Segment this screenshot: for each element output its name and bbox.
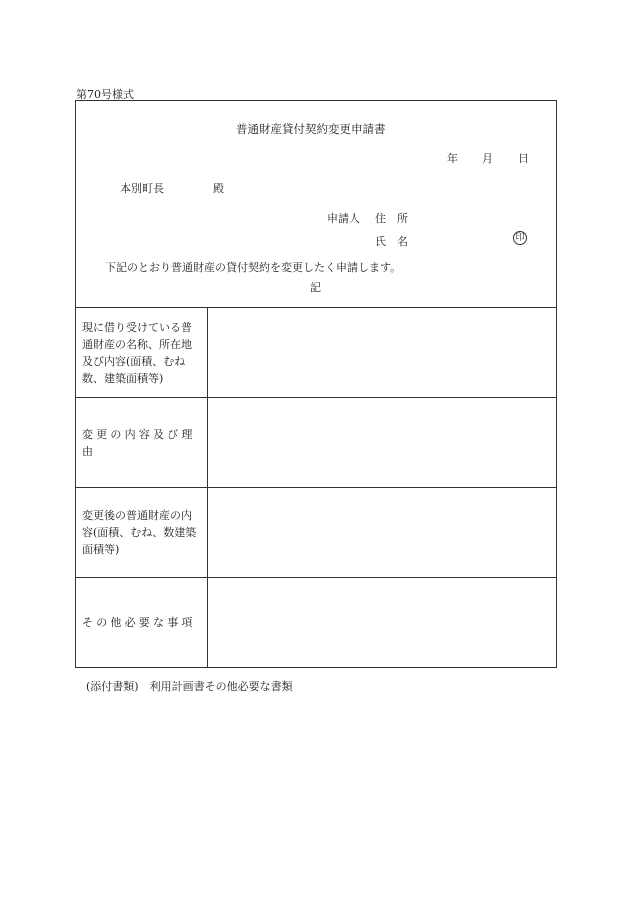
row-value-current-property[interactable] bbox=[208, 308, 556, 397]
row-label-other-matters: その他必要な事項 bbox=[76, 578, 208, 667]
application-form bbox=[75, 100, 557, 668]
ki-label: 記 bbox=[310, 281, 321, 294]
applicant-label: 申請人 bbox=[327, 212, 360, 225]
form-title: 普通財産貸付契約変更申請書 bbox=[236, 122, 386, 136]
table-row bbox=[76, 488, 556, 578]
row-value-change-reason[interactable] bbox=[208, 398, 556, 487]
seal-mark: 印 bbox=[513, 231, 527, 245]
attachments-note: (添付書類) 利用計画書その他必要な書類 bbox=[86, 680, 293, 693]
table-row bbox=[76, 578, 556, 667]
date-month-label: 月 bbox=[482, 152, 493, 165]
table-row bbox=[76, 308, 556, 398]
form-number: 第70号様式 bbox=[76, 88, 134, 101]
address-label: 住 所 bbox=[375, 212, 408, 225]
row-label-current-property: 現に借り受けている普通財産の名称、所在地及び内容(面積、むね数、建築面積等) bbox=[76, 308, 208, 397]
addressee: 本別町長 bbox=[120, 182, 164, 195]
row-label-change-reason: 変更の内容及び理由 bbox=[76, 398, 208, 487]
row-value-other-matters[interactable] bbox=[208, 578, 556, 667]
table-row bbox=[76, 398, 556, 488]
name-label: 氏 名 bbox=[375, 235, 408, 248]
date-day-label: 日 bbox=[518, 152, 529, 165]
request-statement: 下記のとおり普通財産の貸付契約を変更したく申請します。 bbox=[105, 261, 402, 274]
row-label-new-property: 変更後の普通財産の内容(面積、むね、数建築面積等) bbox=[76, 488, 208, 577]
honorific: 殿 bbox=[213, 182, 224, 195]
row-value-new-property[interactable] bbox=[208, 488, 556, 577]
detail-table bbox=[76, 308, 556, 667]
date-year-label: 年 bbox=[447, 152, 458, 165]
form-header bbox=[76, 101, 556, 308]
